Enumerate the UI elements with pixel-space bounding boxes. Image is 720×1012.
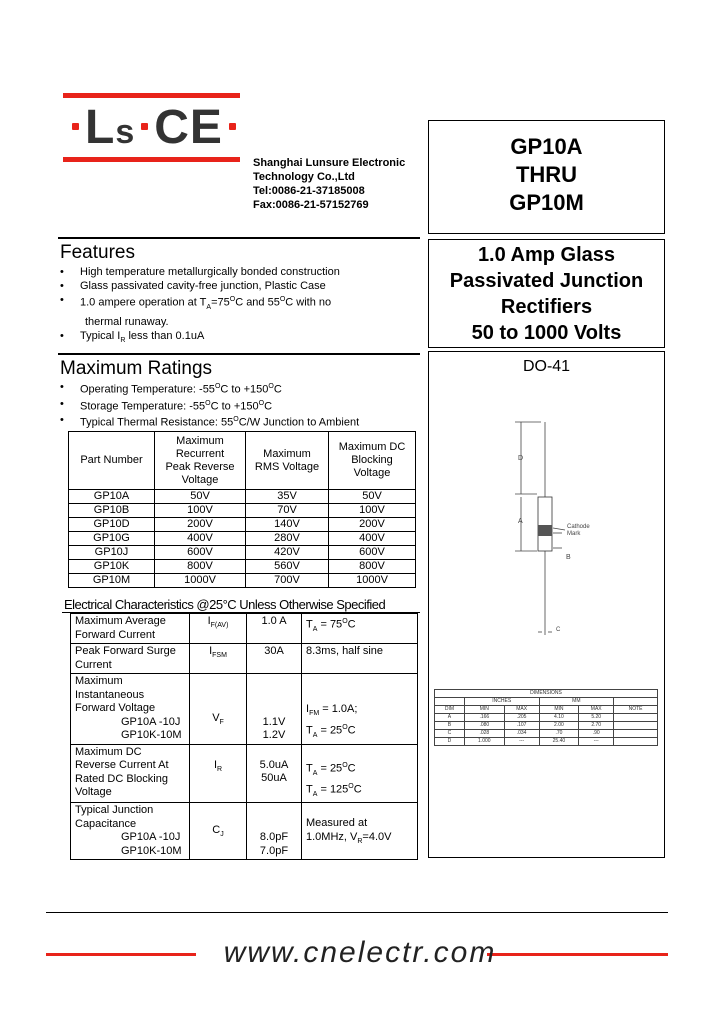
cond-text: = 25 bbox=[317, 762, 343, 775]
cathode-band bbox=[538, 525, 552, 536]
rating-text: C bbox=[264, 400, 273, 413]
value-line: 50uA bbox=[261, 772, 287, 784]
param-line: GP10K-10M bbox=[121, 729, 182, 741]
cond-line bbox=[306, 780, 413, 801]
label-d: D bbox=[518, 455, 524, 462]
param-line: Forward Voltage bbox=[75, 702, 156, 714]
cell-vrrm: 100V bbox=[155, 504, 246, 518]
cell-vdc: 800V bbox=[329, 560, 416, 574]
list-item bbox=[60, 397, 422, 414]
cathode-label-1: Cathode bbox=[567, 524, 590, 530]
footer-url[interactable]: www.cnelectr.com bbox=[223, 936, 497, 969]
cond-line bbox=[306, 721, 413, 742]
table-row bbox=[71, 614, 418, 644]
company-name-2: Technology Co.,Ltd bbox=[253, 171, 355, 183]
dim-cell: 5.20 bbox=[579, 714, 614, 722]
product-title-box bbox=[428, 239, 665, 348]
cell-vrms: 280V bbox=[246, 532, 329, 546]
rating-text: Typical Thermal Resistance: 55 bbox=[80, 416, 234, 429]
symbol-cell bbox=[190, 674, 247, 745]
value-line: 1.1V bbox=[262, 715, 286, 728]
feature-text: C with no bbox=[285, 296, 332, 309]
rating-sup: O bbox=[205, 399, 211, 407]
value-cell bbox=[247, 803, 302, 860]
product-title-line: 1.0 Amp Glass bbox=[477, 244, 616, 266]
cond-cell bbox=[302, 614, 418, 644]
symbol: I bbox=[213, 758, 217, 771]
dim-cell: 25.40 bbox=[539, 738, 579, 746]
part-thru: THRU bbox=[515, 162, 578, 187]
product-title-line: Passivated Junction bbox=[449, 270, 644, 292]
param-line: Current bbox=[75, 658, 112, 671]
cond-sub: A bbox=[312, 625, 318, 633]
table-row bbox=[69, 560, 416, 574]
cond-line: Measured at bbox=[306, 817, 368, 830]
part-from: GP10A bbox=[510, 134, 583, 159]
value-line: 7.0pF bbox=[259, 844, 289, 857]
dim-min: MIN bbox=[539, 706, 579, 714]
cond-text: =4.0V bbox=[362, 830, 392, 843]
part-to: GP10M bbox=[509, 190, 584, 215]
cond-text: T bbox=[306, 724, 313, 737]
list-item bbox=[60, 380, 422, 397]
cond-text: = 75 bbox=[317, 618, 343, 631]
cell-vrms: 35V bbox=[246, 490, 329, 504]
cond-text: T bbox=[306, 762, 313, 775]
cell-vdc: 600V bbox=[329, 546, 416, 560]
cond-sub: A bbox=[312, 790, 318, 798]
part-range-box bbox=[428, 120, 665, 234]
ratings-list bbox=[60, 380, 422, 430]
table-row bbox=[435, 730, 658, 738]
list-item bbox=[60, 293, 422, 329]
rating-text: Storage Temperature: -55 bbox=[80, 400, 206, 413]
cond-sup: O bbox=[342, 618, 348, 625]
cond-text: = 1.0A; bbox=[319, 703, 358, 716]
header-vdc bbox=[329, 432, 416, 490]
cell-vdc: 400V bbox=[329, 532, 416, 546]
header-line: Recurrent bbox=[175, 447, 225, 460]
header-line: Peak Reverse bbox=[165, 460, 235, 473]
cell-vrms: 560V bbox=[246, 560, 329, 574]
product-title-line: 50 to 1000 Volts bbox=[471, 322, 622, 344]
logo-letter-e: E bbox=[189, 101, 223, 154]
dim-cell: D bbox=[435, 738, 465, 746]
logo-dot bbox=[229, 123, 236, 130]
cell-part: GP10G bbox=[69, 532, 155, 546]
dim-cell: .028 bbox=[464, 730, 504, 738]
symbol-sub: F bbox=[219, 719, 224, 727]
cond-line bbox=[306, 759, 413, 780]
dim-cell: 2.70 bbox=[579, 722, 614, 730]
company-tel: Tel:0086-21-37185008 bbox=[253, 185, 365, 197]
cond-text: = 125 bbox=[317, 783, 349, 796]
dim-cell: 2.00 bbox=[539, 722, 579, 730]
param-line: Reverse Current At bbox=[75, 759, 169, 771]
param-cell bbox=[71, 644, 190, 674]
cathode-label-2: Mark bbox=[567, 531, 581, 537]
cond-sub: FM bbox=[309, 710, 320, 718]
table-row bbox=[435, 722, 658, 730]
cell-part: GP10A bbox=[69, 490, 155, 504]
feature-text: 1.0 ampere operation at T bbox=[80, 296, 207, 309]
cond-sup: O bbox=[342, 761, 348, 769]
cond-text: C bbox=[347, 724, 356, 737]
electrical-table bbox=[70, 613, 418, 860]
feature-text: thermal runaway. bbox=[85, 315, 169, 328]
rating-text: C to +150 bbox=[210, 400, 259, 413]
logo-top-bar bbox=[63, 93, 240, 98]
cell-vrms: 420V bbox=[246, 546, 329, 560]
cell-vrrm: 50V bbox=[155, 490, 246, 504]
cell-vdc: 1000V bbox=[329, 574, 416, 588]
dim-cell: --- bbox=[504, 738, 539, 746]
ratings-rule bbox=[58, 353, 420, 355]
cell-vrrm: 400V bbox=[155, 532, 246, 546]
dim-cell bbox=[614, 714, 658, 722]
dim-cell: .034 bbox=[504, 730, 539, 738]
footer-rule bbox=[46, 912, 668, 913]
table-row bbox=[69, 574, 416, 588]
cond-text: I bbox=[306, 703, 310, 716]
param-line: Maximum bbox=[75, 675, 123, 687]
ratings-title: Maximum Ratings bbox=[60, 358, 213, 379]
cond-text: 1.0MHz, V bbox=[306, 830, 358, 843]
cond-cell bbox=[302, 803, 418, 860]
dim-cell: .166 bbox=[464, 714, 504, 722]
header-line: Voltage bbox=[353, 467, 391, 479]
logo-letter-l: L bbox=[85, 101, 116, 154]
param-line: Rated DC Blocking bbox=[75, 772, 168, 785]
label-b: B bbox=[566, 554, 571, 561]
value-cell: 1.0 A bbox=[247, 614, 302, 644]
rating-text: C/W Junction to Ambient bbox=[238, 416, 360, 429]
rating-text: C to +150 bbox=[220, 383, 269, 396]
package-box bbox=[428, 351, 665, 858]
cond-sup: O bbox=[348, 782, 354, 790]
rating-sup: O bbox=[268, 383, 274, 390]
symbol: C bbox=[212, 824, 221, 837]
value-cell bbox=[247, 744, 302, 803]
feature-text: C and 55 bbox=[235, 296, 280, 309]
dim-cell bbox=[614, 722, 658, 730]
table-row bbox=[435, 738, 658, 746]
logo-bottom-bar bbox=[63, 157, 240, 162]
dim-blank bbox=[614, 698, 658, 706]
param-cell bbox=[71, 803, 190, 860]
package-name: DO-41 bbox=[522, 358, 571, 375]
param-cell bbox=[71, 674, 190, 745]
cond-sub: A bbox=[312, 732, 318, 739]
symbol: I bbox=[209, 645, 213, 657]
cell-part: GP10M bbox=[69, 574, 155, 588]
param-line: GP10A -10J bbox=[121, 715, 181, 728]
symbol-sub: F(AV) bbox=[210, 622, 229, 630]
table-row bbox=[69, 546, 416, 560]
table-row bbox=[69, 504, 416, 518]
table-row bbox=[71, 644, 418, 674]
cond-line bbox=[306, 831, 413, 849]
rating-sup: O bbox=[214, 383, 221, 390]
cond-text: T bbox=[306, 618, 313, 631]
cell-vdc: 200V bbox=[329, 518, 416, 532]
param-line: GP10A -10J bbox=[121, 831, 181, 844]
header-line: RMS Voltage bbox=[254, 460, 320, 473]
param-line: Capacitance bbox=[75, 817, 137, 830]
value-line: 5.0uA bbox=[259, 758, 289, 771]
cond-text: = 25 bbox=[317, 724, 343, 737]
cond-text: C bbox=[353, 783, 362, 796]
cell-part: GP10D bbox=[69, 518, 155, 532]
product-title-line: Rectifiers bbox=[500, 296, 593, 318]
symbol: I bbox=[207, 615, 211, 627]
header-line: Maximum bbox=[263, 447, 311, 460]
table-row bbox=[71, 803, 418, 860]
value-cell: 30A bbox=[247, 644, 302, 674]
dim-cell bbox=[614, 738, 658, 746]
dim-mm: MM bbox=[539, 698, 614, 706]
dim-cell: A bbox=[435, 714, 465, 722]
table-row bbox=[435, 714, 658, 722]
cell-vrrm: 200V bbox=[155, 518, 246, 532]
dim-cell: --- bbox=[579, 738, 614, 746]
dim-cell: 4.10 bbox=[539, 714, 579, 722]
company-logo bbox=[66, 101, 242, 156]
rating-sup: O bbox=[258, 399, 265, 407]
cathode-mark-label bbox=[567, 524, 590, 538]
table-row bbox=[69, 518, 416, 532]
dim-max: MAX bbox=[504, 706, 539, 714]
dimensions-table bbox=[434, 689, 658, 746]
electrical-title: Electrical Characteristics @25°C Unless Otherwise Specified bbox=[64, 597, 386, 612]
header-line: Maximum bbox=[176, 434, 224, 447]
cell-vdc: 50V bbox=[329, 490, 416, 504]
feature-sup: O bbox=[279, 296, 286, 303]
symbol-sub: J bbox=[220, 831, 224, 839]
list-item: • Glass passivated cavity-free junction, Plastic Case bbox=[60, 279, 422, 293]
value-line: 8.0pF bbox=[259, 831, 289, 844]
cond-text: T bbox=[306, 783, 313, 796]
dim-header: DIM bbox=[435, 706, 465, 714]
dim-min: MIN bbox=[464, 706, 504, 714]
dim-cell: .90 bbox=[579, 730, 614, 738]
table-row bbox=[69, 490, 416, 504]
dim-cell: 1.000 bbox=[464, 738, 504, 746]
cell-vrrm: 800V bbox=[155, 560, 246, 574]
dim-inches: INCHES bbox=[464, 698, 539, 706]
logo-letter-s: s bbox=[115, 113, 136, 151]
param-line: Voltage bbox=[75, 786, 112, 798]
cond-sub: A bbox=[312, 769, 318, 777]
label-a: A bbox=[518, 518, 523, 525]
dim-note: NOTE bbox=[614, 706, 658, 714]
dim-cell bbox=[614, 730, 658, 738]
dim-blank bbox=[435, 698, 465, 706]
param-cell bbox=[71, 614, 190, 644]
param-cell bbox=[71, 744, 190, 803]
header-line: Maximum DC bbox=[338, 441, 406, 453]
features-title: Features bbox=[60, 242, 135, 263]
dim-max: MAX bbox=[579, 706, 614, 714]
cell-part: GP10B bbox=[69, 504, 155, 518]
logo-letter-c: C bbox=[154, 101, 190, 154]
cell-part: GP10K bbox=[69, 560, 155, 574]
feature-text: =75 bbox=[211, 296, 230, 309]
symbol-cell bbox=[190, 614, 247, 644]
feature-sub: A bbox=[206, 303, 212, 311]
table-row bbox=[69, 532, 416, 546]
dim-cell: .70 bbox=[539, 730, 579, 738]
rating-text: C bbox=[273, 383, 282, 396]
param-line: GP10K-10M bbox=[121, 844, 182, 857]
param-line: Maximum DC bbox=[75, 745, 142, 758]
cell-vrms: 70V bbox=[246, 504, 329, 518]
table-row bbox=[71, 744, 418, 803]
company-info bbox=[253, 156, 405, 212]
ratings-table bbox=[68, 431, 416, 588]
cell-vrms: 140V bbox=[246, 518, 329, 532]
param-line: Maximum Average bbox=[75, 615, 166, 627]
symbol-sub: R bbox=[217, 765, 223, 773]
dim-cell: C bbox=[435, 730, 465, 738]
cond-cell bbox=[302, 674, 418, 745]
param-line: Forward Current bbox=[75, 628, 156, 641]
diode-outline-drawing bbox=[429, 352, 664, 652]
cell-vrms: 700V bbox=[246, 574, 329, 588]
cond-sup: O bbox=[342, 724, 348, 732]
header-line: Blocking bbox=[351, 454, 393, 466]
symbol-cell bbox=[190, 644, 247, 674]
cond-cell: 8.3ms, half sine bbox=[302, 644, 418, 674]
company-name: Shanghai Lunsure Electronic bbox=[253, 157, 406, 169]
param-line: Typical Junction bbox=[75, 804, 154, 817]
logo-dot bbox=[72, 123, 79, 130]
features-rule bbox=[58, 237, 420, 239]
cond-sub: R bbox=[357, 837, 363, 845]
symbol-cell bbox=[190, 803, 247, 860]
rating-sup: O bbox=[233, 416, 239, 424]
symbol-cell bbox=[190, 744, 247, 803]
logo-dot bbox=[141, 123, 148, 130]
cell-vrrm: 1000V bbox=[155, 574, 246, 588]
cell-part: GP10J bbox=[69, 546, 155, 560]
param-line: Peak Forward Surge bbox=[75, 645, 176, 657]
cond-text: C bbox=[347, 618, 356, 631]
feature-sup: O bbox=[229, 296, 236, 303]
dim-cell: .107 bbox=[504, 722, 539, 730]
list-item: • High temperature metallurgically bonded construction bbox=[60, 265, 422, 279]
header-vrms bbox=[246, 432, 329, 490]
dim-cell: B bbox=[435, 722, 465, 730]
feature-text: Typical I bbox=[80, 329, 121, 342]
value-line: 1.2V bbox=[262, 729, 286, 741]
feature-text: less than 0.1uA bbox=[125, 329, 205, 342]
symbol-sub: FSM bbox=[212, 652, 227, 660]
header-part: Part Number bbox=[69, 432, 155, 490]
cond-cell bbox=[302, 744, 418, 803]
dim-cell: .205 bbox=[504, 714, 539, 722]
symbol: V bbox=[212, 712, 220, 725]
header-vrrm bbox=[155, 432, 246, 490]
rating-text: Operating Temperature: -55 bbox=[80, 383, 215, 396]
cond-line bbox=[306, 703, 413, 721]
list-item bbox=[60, 329, 422, 348]
feature-sub: R bbox=[120, 337, 126, 345]
dim-cell: .080 bbox=[464, 722, 504, 730]
dim-title: DIMENSIONS bbox=[435, 690, 658, 698]
cond-text: C bbox=[347, 762, 356, 775]
cell-vdc: 100V bbox=[329, 504, 416, 518]
features-list bbox=[60, 265, 422, 348]
table-row bbox=[71, 674, 418, 745]
value-cell bbox=[247, 674, 302, 745]
cell-vrrm: 600V bbox=[155, 546, 246, 560]
company-fax: Fax:0086-21-57152769 bbox=[253, 199, 369, 211]
header-line: Voltage bbox=[181, 473, 219, 486]
param-line: Instantaneous bbox=[75, 688, 145, 701]
list-item bbox=[60, 413, 422, 430]
label-c: C bbox=[556, 627, 561, 633]
